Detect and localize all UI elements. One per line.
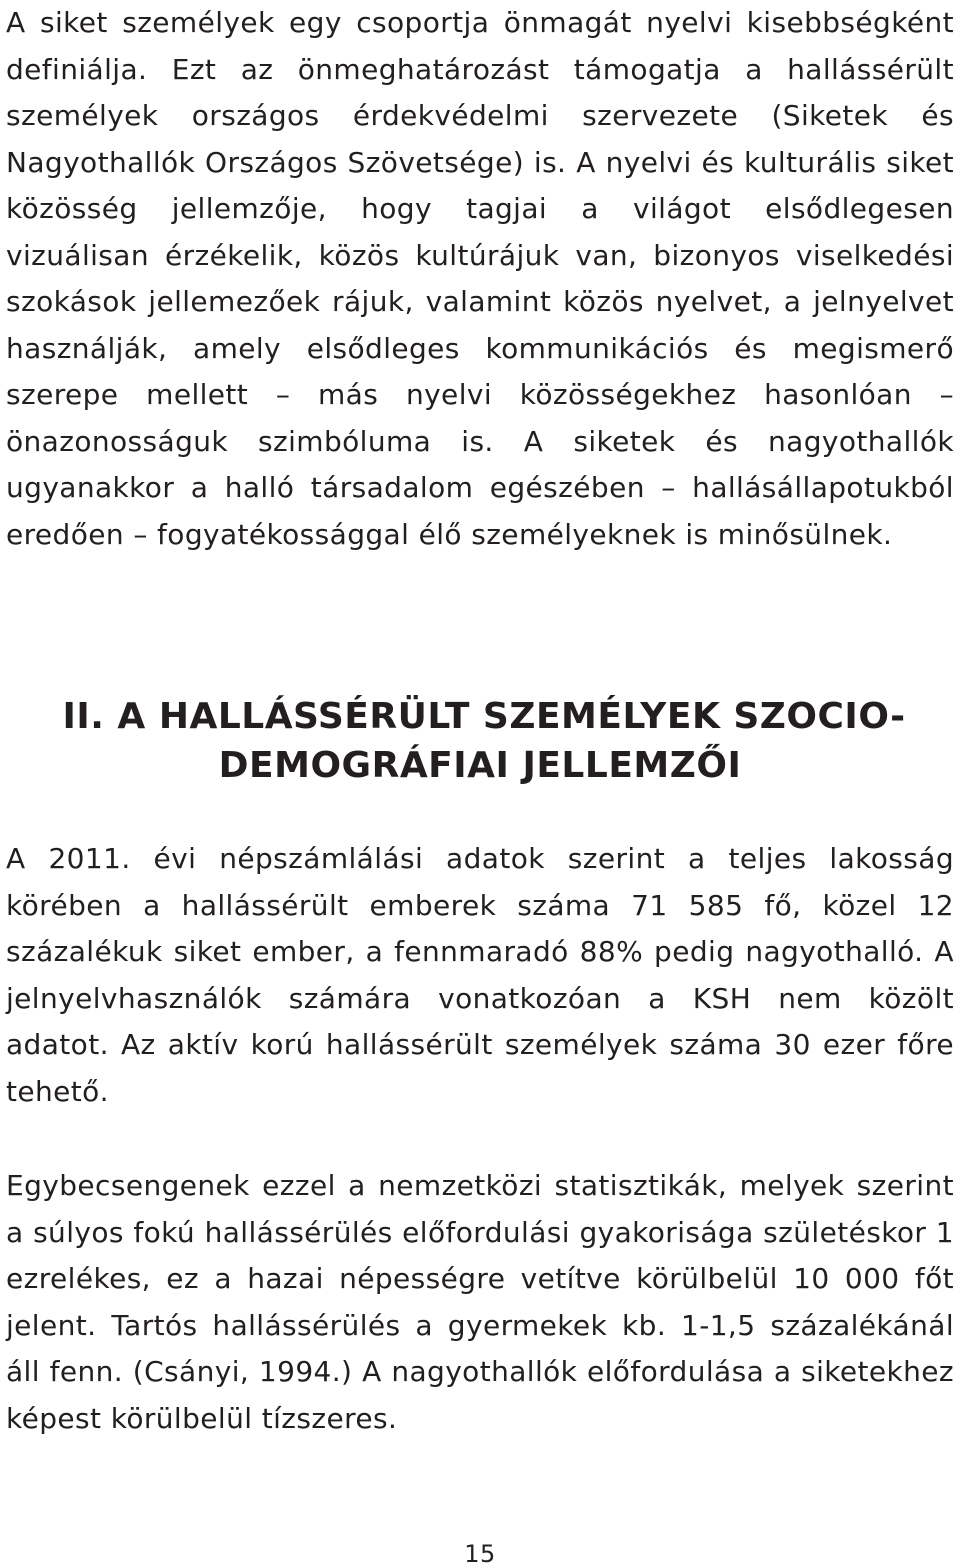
section-heading-line-1: II. A HALLÁSSÉRÜLT SZEMÉLYEK SZOCIO- — [62, 696, 906, 737]
section-heading — [0, 692, 960, 790]
paragraph-international-statistics: Egybecsengenek ezzel a nemzetközi statisztikák, melyek szerint a súlyos fokú hallássérülés előfordulási gyakorisága születéskor 1 ezrelékes, ez a hazai népességre vetítve körülbelül 10 000 főt jelent. Tartós hallássérülés a gyermekek kb. 1-1,5 százalékánál áll fenn. (Csányi, 1994.) A nagyothallók előfordulása a siketekhez képest körülbelül tízszeres. — [6, 1169, 954, 1435]
paragraph-census-data: A 2011. évi népszámlálási adatok szerint a teljes lakosság körében a hallássérült emberek száma 71 585 fő, közel 12 százalékuk siket ember, a fennmaradó 88% pedig nagyothalló. A jelnyelvhasználók számára vonatkozóan a KSH nem közölt adatot. Az aktív korú hallássérült személyek száma 30 ezer főre tehető. — [6, 842, 954, 1108]
paragraph-deaf-community: A siket személyek egy csoportja önmagát nyelvi kisebbségként definiálja. Ezt az önmeghatározást támogatja a hallássérült személyek országos érdekvédelmi szervezete (Siketek és Nagyothallók Országos Szövetsége) is. A nyelvi és kulturális siket közösség jellemzője, hogy tagjai a világot elsődlegesen vizuálisan érzékelik, közös kultúrájuk van, bizonyos viselkedési szokások jellemezőek rájuk, valamint közös nyelvet, a jelnyelvet használják, amely elsődleges kommunikációs és megismerő szerepe mellett – más nyelvi közösségekhez hasonlóan – önazonosságuk szimbóluma is. A siketek és nagyothallók ugyanakkor a halló társadalom egészében – hallásállapotukból eredően – fogyatékossággal élő személyeknek is minősülnek. — [6, 6, 954, 551]
section-heading-line-2: DEMOGRÁFIAI JELLEMZŐI — [218, 745, 742, 786]
page-number: 15 — [464, 1540, 496, 1568]
